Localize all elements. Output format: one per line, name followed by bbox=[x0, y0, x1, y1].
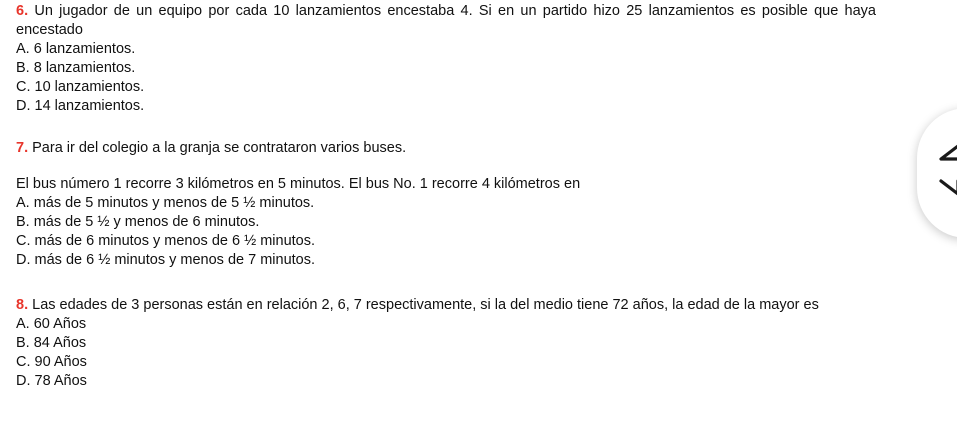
question-number: 7. bbox=[16, 140, 29, 156]
chevron-up-icon[interactable] bbox=[941, 146, 957, 159]
option-c: C. 10 lanzamientos. bbox=[16, 79, 145, 95]
option-c: C. 90 Años bbox=[16, 354, 87, 370]
option-b: B. 84 Años bbox=[16, 335, 87, 351]
question-8-stem bbox=[16, 296, 876, 315]
question-text: Las edades de 3 personas están en relación 2, 6, 7 respectivamente, si la del medio tiene 72 años, la edad de la mayor es bbox=[32, 297, 819, 313]
page-navigation-widget[interactable] bbox=[917, 108, 957, 238]
option-a: A. más de 5 minutos y menos de 5 ½ minutos. bbox=[16, 195, 315, 211]
option-d: D. 14 lanzamientos. bbox=[16, 98, 145, 114]
option-d: D. 78 Años bbox=[16, 373, 87, 389]
option-a: A. 6 lanzamientos. bbox=[16, 41, 136, 57]
question-6 bbox=[16, 2, 876, 116]
option-a: A. 60 Años bbox=[16, 316, 87, 332]
question-7 bbox=[16, 139, 876, 270]
question-6-stem bbox=[16, 2, 876, 40]
question-text: Para ir del colegio a la granja se contrataron varios buses. bbox=[32, 140, 407, 156]
chevron-down-icon[interactable] bbox=[941, 181, 957, 194]
page-nav-arrows bbox=[937, 144, 957, 200]
question-text: Un jugador de un equipo por cada 10 lanzamientos encestaba 4. Si en un partido hizo 25 lanzamientos es posible que haya encestado bbox=[16, 3, 877, 38]
question-8 bbox=[16, 296, 876, 391]
question-7-stem bbox=[16, 139, 876, 158]
question-7-stem-continued: El bus número 1 recorre 3 kilómetros en 5 minutos. El bus No. 1 recorre 4 kilómetros en bbox=[16, 176, 581, 192]
option-c: C. más de 6 minutos y menos de 6 ½ minutos. bbox=[16, 233, 315, 249]
option-b: B. más de 5 ½ y menos de 6 minutos. bbox=[16, 214, 260, 230]
option-b: B. 8 lanzamientos. bbox=[16, 60, 136, 76]
question-number: 6. bbox=[16, 3, 29, 19]
question-number: 8. bbox=[16, 297, 29, 313]
option-d: D. más de 6 ½ minutos y menos de 7 minutos. bbox=[16, 252, 315, 268]
